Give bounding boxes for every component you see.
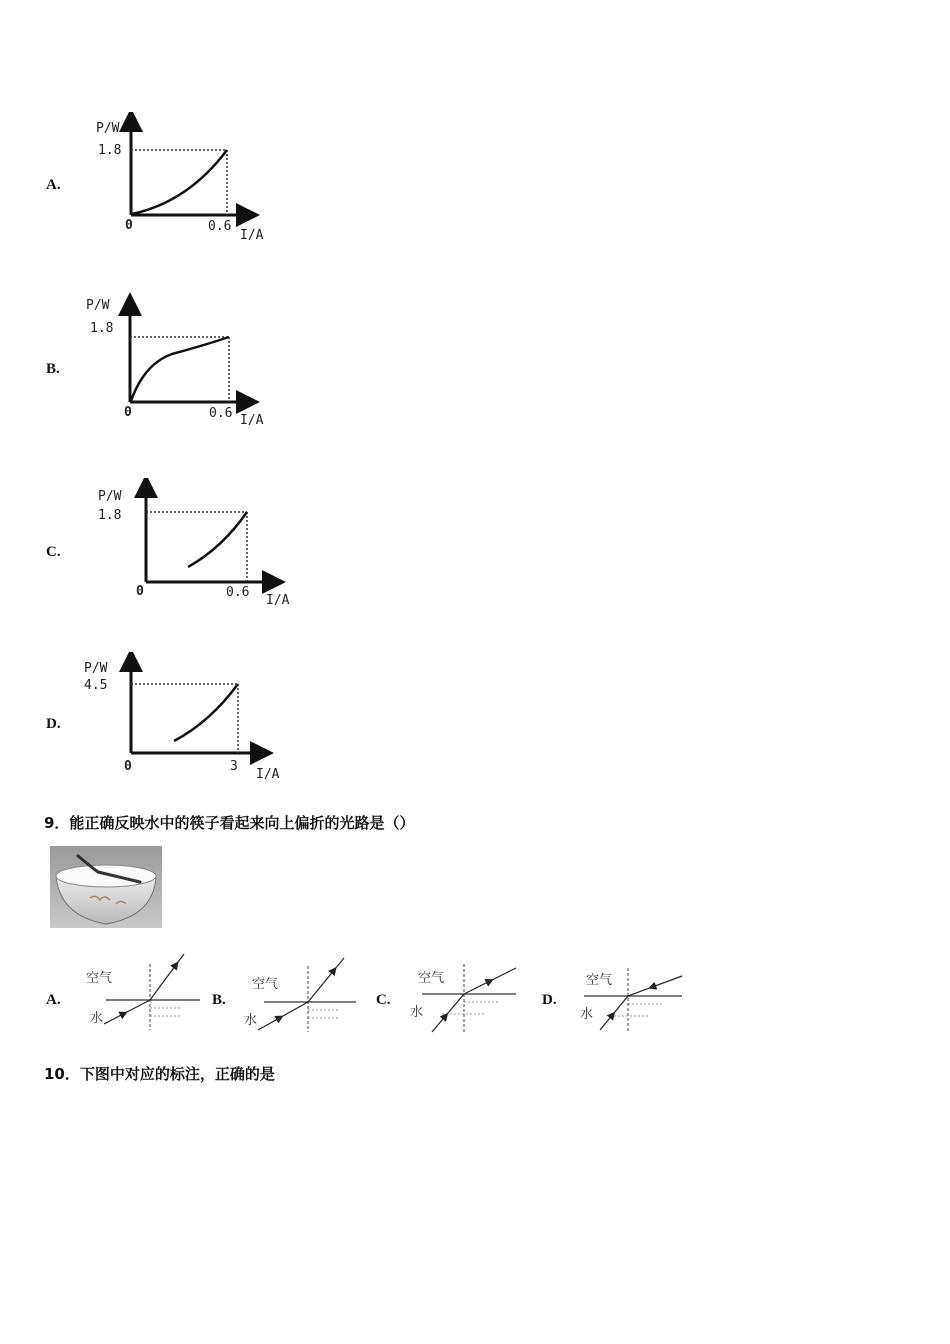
y-tick-value: 1.8 xyxy=(98,143,122,158)
y-tick-value: 1.8 xyxy=(98,508,122,523)
water-label: 水 xyxy=(580,1007,594,1022)
origin-label: 0 xyxy=(136,584,144,599)
power-curve xyxy=(174,684,238,741)
y-axis-label: P/W xyxy=(98,489,122,504)
question-10-text: 10．下图中对应的标注，正确的是 xyxy=(44,1065,275,1083)
y-tick-value: 1.8 xyxy=(90,321,114,336)
light-ray-air xyxy=(628,976,682,996)
option-a-label: A. xyxy=(46,177,61,193)
x-tick-value: 0.6 xyxy=(208,219,232,234)
light-ray-air xyxy=(308,958,344,1002)
y-tick-value: 4.5 xyxy=(84,678,108,693)
air-label: 空气 xyxy=(586,973,613,988)
y-axis-label: P/W xyxy=(84,661,108,676)
light-ray-air xyxy=(150,954,184,1000)
q9-option-b-diagram xyxy=(240,956,362,1040)
water-label: 水 xyxy=(410,1005,424,1020)
option-a-graph xyxy=(88,112,268,244)
q9-option-c-diagram xyxy=(404,962,524,1042)
option-d-graph xyxy=(80,652,280,784)
q9-option-d-diagram xyxy=(574,966,686,1040)
x-tick-value: 3 xyxy=(230,759,238,774)
x-axis-label: I/A xyxy=(266,593,290,608)
q9-option-a-label: A. xyxy=(46,992,61,1008)
x-tick-value: 0.6 xyxy=(226,585,250,600)
q9-option-b-label: B. xyxy=(212,992,226,1008)
power-curve xyxy=(132,150,227,214)
option-c-label: C. xyxy=(46,544,61,560)
light-ray-water xyxy=(432,994,464,1032)
question-9-text: 9．能正确反映水中的筷子看起来向上偏折的光路是（） xyxy=(44,814,415,832)
option-b-graph xyxy=(82,292,267,428)
x-axis-label: I/A xyxy=(240,413,264,428)
q9-option-d-label: D. xyxy=(542,992,557,1008)
light-ray-water xyxy=(600,996,628,1030)
light-ray-water xyxy=(258,1002,308,1030)
origin-label: 0 xyxy=(124,405,132,420)
x-tick-value: 0.6 xyxy=(209,406,233,421)
option-d-label: D. xyxy=(46,716,61,732)
origin-label: 0 xyxy=(125,218,133,233)
x-axis-label: I/A xyxy=(256,767,280,782)
q9-option-a-diagram xyxy=(82,952,202,1036)
y-axis-label: P/W xyxy=(86,298,110,313)
x-axis-label: I/A xyxy=(240,228,264,243)
y-axis-label: P/W xyxy=(96,121,120,136)
chopstick-bowl-photo xyxy=(50,846,162,932)
q9-option-c-label: C. xyxy=(376,992,391,1008)
power-curve xyxy=(131,337,229,401)
option-b-label: B. xyxy=(46,361,60,377)
light-ray-water xyxy=(104,1000,150,1024)
air-label: 空气 xyxy=(252,977,279,992)
option-c-graph xyxy=(94,478,294,612)
water-label: 水 xyxy=(90,1011,104,1026)
air-label: 空气 xyxy=(86,971,113,986)
power-curve xyxy=(188,512,247,567)
air-label: 空气 xyxy=(418,971,445,986)
water-label: 水 xyxy=(244,1013,258,1028)
origin-label: 0 xyxy=(124,759,132,774)
